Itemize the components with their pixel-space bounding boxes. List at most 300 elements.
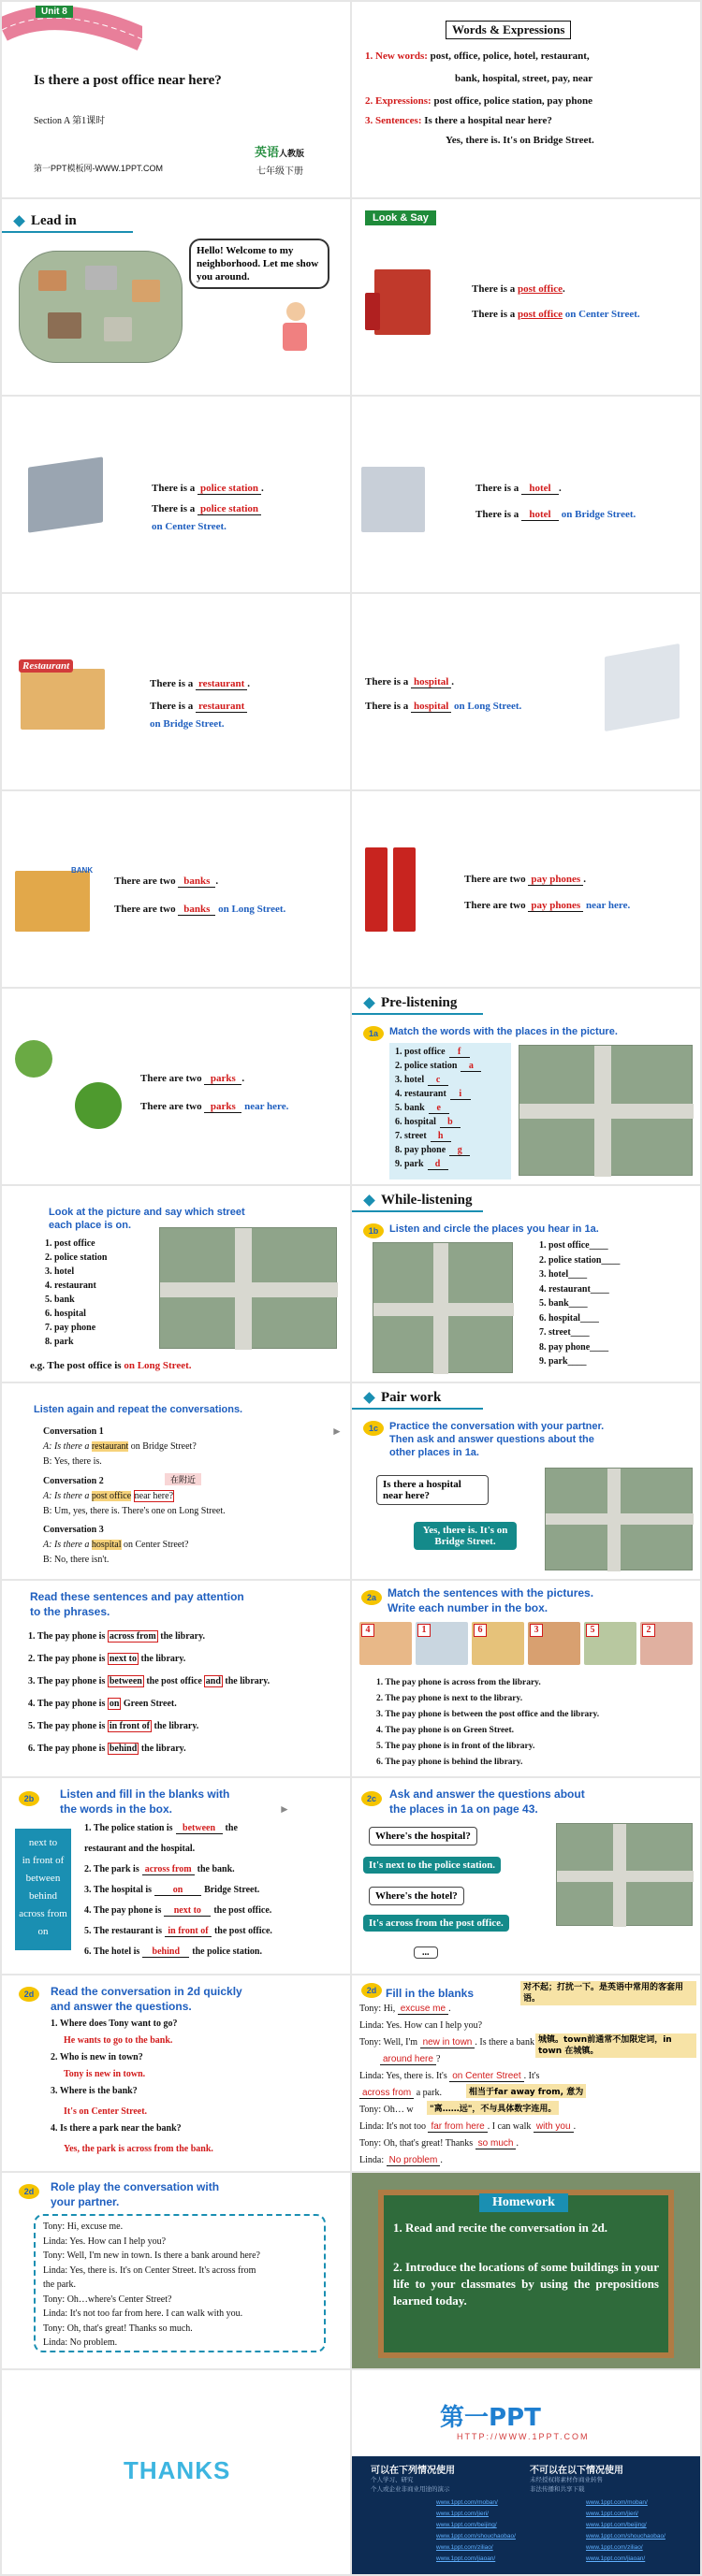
instruction: Listen again and repeat the conversations. <box>34 1404 243 1415</box>
conv1-title: Conversation 1 <box>43 1426 104 1437</box>
place-item: 7. pay phone <box>45 1323 96 1333</box>
link-right[interactable]: www.1ppt.com/moban/ <box>586 2499 648 2506</box>
link-left[interactable]: www.1ppt.com/beijing/ <box>436 2522 497 2528</box>
sentence-2: There is a hospital on Long Street. <box>365 701 522 712</box>
thanks-text: THANKS <box>124 2456 231 2484</box>
match-answer: i <box>450 1089 471 1100</box>
sentence-start: 2. The park is <box>84 1864 139 1874</box>
sentence-3: on Bridge Street. <box>150 718 225 730</box>
sentence-start: 6. The hotel is <box>84 1946 140 1957</box>
speaker-icon[interactable]: ► <box>331 1425 343 1438</box>
sentence-3: on Center Street. <box>152 521 227 532</box>
instruction-line2: each place is on. <box>49 1220 132 1231</box>
circle-item: 9. park____ <box>539 1356 587 1367</box>
slide-park <box>2 989 350 1184</box>
phrase-highlight: in front of <box>109 1721 150 1731</box>
place-item: 6. hospital <box>45 1309 86 1319</box>
instruction-line3: other places in 1a. <box>389 1447 479 1458</box>
badge-1b: 1b <box>363 1223 384 1238</box>
blank-answer: between <box>176 1823 223 1834</box>
phrase-sentence <box>28 1654 185 1664</box>
slide-bank <box>2 791 350 987</box>
match-answer: a <box>461 1061 481 1072</box>
match-sentence: 2. The pay phone is next to the library. <box>376 1694 523 1703</box>
slide-homework <box>352 2173 700 2368</box>
phrase-highlight: next to <box>109 1654 138 1664</box>
conv3-title: Conversation 3 <box>43 1525 104 1535</box>
fill-title: Fill in the blanks <box>386 1987 475 2000</box>
word-box-item: across from <box>19 1908 67 1919</box>
town-map <box>519 1045 693 1176</box>
slide-thanks <box>2 2370 350 2574</box>
conv3-b: B: No, there isn't. <box>43 1555 110 1565</box>
answer-2: It's across from the post office. <box>363 1915 509 1932</box>
instruction-line2: to the phrases. <box>30 1605 110 1618</box>
post-office-illustration <box>374 269 431 335</box>
instruction: Listen and circle the places you hear in 1a. <box>389 1223 599 1235</box>
link-left[interactable]: www.1ppt.com/ziliao/ <box>436 2544 493 2551</box>
role-play-line: Linda: It's not too far from here. I can walk with you. <box>43 2308 243 2319</box>
instruction-line1: Role play the conversation with <box>51 2180 220 2193</box>
answer-box: 6 <box>474 1624 487 1637</box>
blank-sentence <box>84 1926 272 1937</box>
role-play-box <box>34 2214 326 2352</box>
blank-sentence <box>84 1844 195 1854</box>
match-answer: h <box>431 1131 451 1142</box>
sentence-end: Green Street. <box>121 1699 177 1709</box>
slide-fill-2d <box>352 1975 700 2171</box>
match-word: 8. pay phone <box>395 1145 446 1155</box>
phrase-highlight: behind <box>109 1744 138 1754</box>
sentence-1: There is a post office. <box>472 283 565 295</box>
question-2: 2. Who is new in town? <box>51 2052 143 2062</box>
homework-title: Homework <box>479 2193 568 2212</box>
new-words-line1: 1. New words: post, office, police, hotel, restaurant, <box>365 51 590 62</box>
dialog-line-2: Linda: Yes. How can I help you? <box>359 2020 483 2031</box>
blank-sentence <box>84 1823 238 1834</box>
sentence-start: 5. The restaurant is <box>84 1926 162 1936</box>
match-sentence: 1. The pay phone is across from the library. <box>376 1678 541 1687</box>
dialog-line-7: Tony: Oh… w <box>359 2105 414 2115</box>
circle-item: 6. hospital____ <box>539 1312 599 1324</box>
link-right[interactable]: www.1ppt.com/beijing/ <box>586 2522 647 2528</box>
blank-sentence <box>84 1946 262 1958</box>
dialog-line-1: Tony: Hi, excuse me . <box>359 2004 451 2014</box>
example-sentence: e.g. The post office is on Long Street. <box>30 1360 192 1371</box>
note-4: "离……远"，不与具体数字连用。 <box>427 2101 559 2115</box>
slide-phrases <box>2 1581 350 1776</box>
sentences-line2: Yes, there is. It's on Bridge Street. <box>446 135 594 146</box>
phrase-sentence <box>28 1676 270 1686</box>
allowed-item: 个人或企业非商业用途的演示 <box>371 2485 450 2493</box>
instruction-line2: the words in the box. <box>60 1802 173 1816</box>
sentence-start: 1. The pay phone is <box>28 1631 108 1642</box>
sentence-end: the library. <box>152 1721 199 1731</box>
match-answer: f <box>449 1047 470 1058</box>
sentence-end: the post office. <box>213 1905 272 1916</box>
match-word: 6. hospital <box>395 1117 436 1127</box>
slide-title <box>2 2 350 197</box>
match-word: 5. bank <box>395 1103 425 1113</box>
dialog-line-3: Tony: Well, I'm new in town . Is there a bank <box>359 2037 534 2048</box>
instruction-line2: Then ask and answer questions about the <box>389 1434 594 1445</box>
forbidden-item: 非法传播和共享下载 <box>530 2485 585 2493</box>
match-word: 7. street <box>395 1131 427 1141</box>
instruction-line1: Read these sentences and pay attention <box>30 1590 244 1603</box>
dialog-line-9: Tony: Oh, that's great! Thanks so much . <box>359 2138 519 2149</box>
blank-sentence <box>84 1864 235 1875</box>
sentence-1: There is a restaurant . <box>150 678 251 689</box>
slide-match-pictures <box>352 1581 700 1776</box>
slide-while-listening <box>352 1186 700 1382</box>
pre-listening-header: Pre-listening <box>352 992 457 1013</box>
usage-allowed-heading: 可以在下列情况使用 <box>371 2466 455 2476</box>
pair-work-header: Pair work <box>352 1387 441 1408</box>
circle-item: 3. hotel____ <box>539 1269 588 1280</box>
dialog-line-8: Linda: It's not too far from here . I can walk with you . <box>359 2121 577 2132</box>
circle-item: 2. police station____ <box>539 1254 621 1266</box>
conv2-title: Conversation 2 <box>43 1476 104 1486</box>
instruction-line1: Match the sentences with the pictures. <box>388 1586 594 1599</box>
instruction-line1: Ask and answer the questions about <box>389 1787 585 1801</box>
slide-title-text: Is there a post office near here? <box>34 73 222 88</box>
town-map <box>556 1823 693 1926</box>
lead-in-header: Lead in <box>2 210 77 231</box>
conv3-a: A: Is there a hospital on Center Street? <box>43 1540 189 1550</box>
answer-1: He wants to go to the bank. <box>64 2035 173 2046</box>
circle-item: 7. street____ <box>539 1327 590 1338</box>
question-bubble: Is there a hospital near here? <box>376 1475 489 1505</box>
look-say-tag: Look & Say <box>365 210 436 225</box>
note-1: 对不起；打扰一下。是英语中常用的客套用语。 <box>520 1981 696 2005</box>
question-1: 1. Where does Tony want to go? <box>51 2019 178 2029</box>
sentence-start: 2. The pay phone is <box>28 1654 108 1664</box>
slide-credits <box>352 2370 700 2574</box>
park-tree-illustration-2 <box>75 1082 122 1129</box>
conv1-a: A: Is there a restaurant on Bridge Street? <box>43 1441 197 1452</box>
town-map <box>373 1242 513 1373</box>
instruction-line1: Practice the conversation with your partner. <box>389 1421 605 1432</box>
sentence-1: There is a police station . <box>152 483 264 494</box>
sentence-start: restaurant and the hospital. <box>84 1844 196 1854</box>
sentence-end: the post office. <box>213 1926 272 1936</box>
more-dots: ... <box>414 1946 438 1959</box>
question-1: Where's the hospital? <box>369 1827 477 1845</box>
blank-answer: on <box>154 1885 201 1896</box>
conv2-a: A: Is there a post office near here? <box>43 1491 174 1501</box>
book-label: 英语人教版 <box>255 145 305 159</box>
sentence-1: There is a hotel . <box>475 483 562 494</box>
sentence-end: the post office <box>143 1676 202 1686</box>
logo: 第一PPT <box>440 2404 541 2432</box>
homework-item-1: 1. Read and recite the conversation in 2d. <box>393 2221 608 2235</box>
match-answer: e <box>429 1103 449 1114</box>
word-box-item: on <box>37 1926 49 1937</box>
match-answer: c <box>428 1075 448 1086</box>
match-item <box>395 1131 451 1142</box>
slide-pay-phone <box>352 791 700 987</box>
slide-hospital <box>352 594 700 789</box>
sentence-2: There is a hotel on Bridge Street. <box>475 509 636 520</box>
town-map <box>545 1468 693 1570</box>
question-2: Where's the hotel? <box>369 1887 464 1905</box>
allowed-item: 个人学习、研究 <box>371 2476 414 2483</box>
picture-panel <box>640 1622 693 1665</box>
dialog-line-5: Linda: Yes, there is. It's on Center Street . It's <box>359 2071 540 2081</box>
sentence-1: There are two banks . <box>114 876 219 887</box>
phrase-sentence <box>28 1699 177 1709</box>
sentence-start: 3. The pay phone is <box>28 1676 108 1686</box>
phrase-sentence <box>28 1631 205 1642</box>
sentence-end: the library. <box>222 1676 271 1686</box>
slide-which-street <box>2 1186 350 1382</box>
badge-2b: 2b <box>19 1791 39 1806</box>
answer-box: 3 <box>530 1624 543 1637</box>
role-play-line: Tony: Oh…where's Center Street? <box>43 2294 172 2305</box>
answer-box: 4 <box>361 1624 374 1637</box>
note-2: 城镇。town前通常不加限定词，in town 在城镇。 <box>535 2033 696 2058</box>
role-play-line: Linda: Yes. How can I help you? <box>43 2236 167 2247</box>
link-right[interactable]: www.1ppt.com/shouchaobao/ <box>586 2533 665 2540</box>
match-item <box>395 1061 481 1072</box>
match-word: 1. post office <box>395 1047 446 1057</box>
sentence-start: 4. The pay phone is <box>28 1699 108 1709</box>
section-label: Section A 第1课时 <box>34 116 106 126</box>
word-box <box>15 1829 71 1950</box>
answer-box: 2 <box>642 1624 655 1637</box>
match-item <box>395 1159 448 1170</box>
slide-role-play <box>2 2173 350 2368</box>
sentence-2: There are two parks near here. <box>140 1101 289 1112</box>
instruction-line1: Read the conversation in 2d quickly <box>51 1985 242 1998</box>
pay-phone-illustration-1 <box>365 847 388 932</box>
match-sentence: 5. The pay phone is in front of the library. <box>376 1742 535 1751</box>
badge-2c: 2c <box>361 1791 382 1806</box>
link-left[interactable]: www.1ppt.com/jiaoan/ <box>436 2555 496 2562</box>
match-item <box>395 1089 471 1100</box>
picture-panel <box>472 1622 524 1665</box>
picture-panel <box>416 1622 468 1665</box>
sentence-2: There are two banks on Long Street. <box>114 904 286 915</box>
sentence-start: 5. The pay phone is <box>28 1721 108 1731</box>
role-play-line: the park. <box>43 2279 76 2290</box>
place-item: 5. bank <box>45 1295 75 1305</box>
restaurant-sign: Restaurant <box>19 659 73 673</box>
translation-note: 在附近 <box>165 1473 201 1485</box>
link-left[interactable]: www.1ppt.com/jieri/ <box>436 2511 489 2517</box>
sentence-end: the library. <box>139 1744 186 1754</box>
sentence-start: 6. The pay phone is <box>28 1744 108 1754</box>
phrase-sentence <box>28 1744 186 1754</box>
while-listening-header: While-listening <box>352 1190 473 1210</box>
badge-2d: 2d <box>19 2184 39 2199</box>
link-left[interactable]: www.1ppt.com/shouchaobao/ <box>436 2533 516 2540</box>
grade-label: 七年级下册 <box>256 166 303 177</box>
question-3: 3. Where is the bank? <box>51 2086 138 2096</box>
match-sentence: 4. The pay phone is on Green Street. <box>376 1726 514 1735</box>
sentence-1: There are two pay phones . <box>464 874 586 885</box>
sentence-end: Bridge Street. <box>204 1885 260 1895</box>
match-item <box>395 1117 461 1128</box>
instruction-line2: the places in 1a on page 43. <box>389 1802 538 1816</box>
answer-2: Tony is new in town. <box>64 2069 146 2079</box>
sentence-end: the library. <box>139 1654 186 1664</box>
sentence-start: 4. The pay phone is <box>84 1905 162 1916</box>
slide-hotel <box>352 397 700 592</box>
match-word: 3. hotel <box>395 1075 425 1085</box>
match-sentence: 3. The pay phone is between the post office and the library. <box>376 1710 600 1719</box>
place-item: 3. hotel <box>45 1266 75 1277</box>
match-item <box>395 1075 448 1086</box>
restaurant-illustration <box>21 669 105 730</box>
link-right[interactable]: www.1ppt.com/ziliao/ <box>586 2544 643 2551</box>
answer-1: It's next to the police station. <box>363 1857 501 1874</box>
unit-badge: Unit 8 <box>36 6 73 18</box>
match-item <box>395 1103 449 1114</box>
blank-sentence <box>84 1905 271 1917</box>
hotel-illustration <box>361 467 425 532</box>
slide-police-station <box>2 397 350 592</box>
town-map <box>159 1227 337 1349</box>
sentence-1: There is a hospital . <box>365 676 455 687</box>
answer-box: 5 <box>586 1624 599 1637</box>
phrase-highlight: between <box>109 1676 142 1686</box>
match-word: 2. police station <box>395 1061 458 1071</box>
slide-look-say <box>352 199 700 395</box>
slide-pre-listening <box>352 989 700 1184</box>
picture-panel <box>528 1622 580 1665</box>
slide-lead-in <box>2 199 350 395</box>
instruction: Match the words with the places in the picture. <box>389 1026 618 1037</box>
phrase-highlight: on <box>109 1699 120 1709</box>
conv2-b: B: Um, yes, there is. There's one on Long Street. <box>43 1506 226 1516</box>
circle-item: 4. restaurant____ <box>539 1283 609 1295</box>
word-box-item: between <box>25 1873 61 1884</box>
sentence-start: 3. The hospital is <box>84 1885 153 1895</box>
bank-illustration <box>15 871 90 932</box>
park-tree-illustration <box>15 1040 52 1078</box>
dialog-line-6: across from a park. <box>359 2088 442 2099</box>
blank-sentence <box>84 1885 259 1896</box>
badge-2d: 2d <box>361 1983 382 1998</box>
neighborhood-map <box>19 251 183 363</box>
slide-read-2d <box>2 1975 350 2171</box>
sentence-2: There is a police station <box>152 503 261 515</box>
police-station-illustration <box>28 456 103 532</box>
role-play-line: Linda: Yes, there is. It's on Center Street. It's across from <box>43 2265 256 2276</box>
sentence-end: the bank. <box>197 1864 235 1874</box>
forbidden-item: 未经授权将素材作商业转售 <box>530 2476 603 2483</box>
match-word: 9. park <box>395 1159 424 1169</box>
blank-answer: in front of <box>165 1926 212 1937</box>
link-left[interactable]: www.1ppt.com/moban/ <box>436 2499 498 2506</box>
instruction-line2: your partner. <box>51 2195 120 2208</box>
place-item: 8. park <box>45 1337 74 1347</box>
sentence-2: There is a restaurant <box>150 701 247 713</box>
instruction-line1: Look at the picture and say which street <box>49 1207 245 1218</box>
phrase-highlight: and <box>205 1676 221 1686</box>
answer-3: It's on Center Street. <box>64 2106 148 2117</box>
match-item <box>395 1047 470 1058</box>
slide-words <box>352 2 700 197</box>
sentence-end: the <box>225 1823 238 1833</box>
instruction-line2: Write each number in the box. <box>388 1601 548 1614</box>
match-item <box>395 1145 470 1156</box>
bank-sign: BANK <box>71 866 94 875</box>
place-item: 1. post office <box>45 1238 95 1249</box>
blank-answer: next to <box>164 1905 211 1917</box>
word-box-item: in front of <box>22 1855 65 1866</box>
badge-2d: 2d <box>19 1987 39 2002</box>
place-item: 4. restaurant <box>45 1281 96 1291</box>
sentence-2: There is a post office on Center Street. <box>472 309 640 320</box>
slide-fill-blanks <box>2 1778 350 1974</box>
badge-1c: 1c <box>363 1421 384 1436</box>
link-right[interactable]: www.1ppt.com/jieri/ <box>586 2511 638 2517</box>
role-play-line: Tony: Hi, excuse me. <box>43 2221 124 2232</box>
picture-panel <box>584 1622 636 1665</box>
sentence-1: There are two parks . <box>140 1073 245 1084</box>
speech-bubble: Hello! Welcome to my neighborhood. Let me show you around. <box>189 239 329 289</box>
word-box-item: behind <box>29 1890 57 1902</box>
circle-item: 5. bank____ <box>539 1298 588 1309</box>
expressions-line: 2. Expressions: post office, police station, pay phone <box>365 95 593 107</box>
sentences-line1: 3. Sentences: Is there a hospital near here? <box>365 115 552 126</box>
role-play-line: Linda: No problem. <box>43 2337 118 2348</box>
note-3: 相当于far away from, 意为 <box>466 2084 586 2098</box>
dialog-line-10: Linda: No problem . <box>359 2155 443 2165</box>
girl-illustration <box>283 302 309 377</box>
phrase-highlight: across from <box>109 1631 156 1642</box>
sentence-end: the library. <box>157 1631 206 1642</box>
place-item: 2. police station <box>45 1252 108 1263</box>
site-label: 第一PPT模板网-WWW.1PPT.COM <box>34 164 163 173</box>
sentence-end: the police station. <box>192 1946 262 1957</box>
picture-panel <box>359 1622 412 1665</box>
pay-phone-illustration-2 <box>393 847 416 932</box>
mailbox-illustration <box>365 293 380 330</box>
match-answer: d <box>428 1159 448 1170</box>
words-heading: Words & Expressions <box>446 21 571 39</box>
circle-item: 8. pay phone____ <box>539 1341 609 1353</box>
new-words-line2: bank, hospital, street, pay, near <box>455 73 593 84</box>
slide-conversations <box>2 1383 350 1579</box>
word-box-item: next to <box>28 1837 58 1848</box>
answer-4: Yes, the park is across from the bank. <box>64 2144 213 2154</box>
answer-box: 1 <box>417 1624 431 1637</box>
answer-bubble: Yes, there is. It's on Bridge Street. <box>414 1522 517 1550</box>
role-play-line: Tony: Well, I'm new in town. Is there a bank around here? <box>43 2250 260 2261</box>
instruction-line1: Listen and fill in the blanks with <box>60 1787 230 1801</box>
conv1-b: B: Yes, there is. <box>43 1456 102 1467</box>
slide-restaurant <box>2 594 350 789</box>
blank-answer: across from <box>142 1864 195 1875</box>
match-word: 4. restaurant <box>395 1089 446 1099</box>
sentence-2: There are two pay phones near here. <box>464 900 631 911</box>
blank-answer: behind <box>142 1946 189 1958</box>
homework-item-2: 2. Introduce the locations of some buildings in your life to your classmates by using the prepositions learned today. <box>393 2260 659 2308</box>
instruction-line2: and answer the questions. <box>51 2000 192 2013</box>
role-play-line: Tony: Oh, that's great! Thanks so much. <box>43 2323 193 2334</box>
link-right[interactable]: www.1ppt.com/jiaoan/ <box>586 2555 646 2562</box>
question-4: 4. Is there a park near the bank? <box>51 2123 182 2134</box>
speaker-icon[interactable]: ► <box>279 1802 290 1816</box>
sentence-start: 1. The police station is <box>84 1823 173 1833</box>
match-sentence: 6. The pay phone is behind the library. <box>376 1758 523 1767</box>
hospital-illustration <box>605 644 680 731</box>
match-answer: b <box>440 1117 461 1128</box>
logo-url: HTTP://WWW.1PPT.COM <box>457 2432 590 2441</box>
